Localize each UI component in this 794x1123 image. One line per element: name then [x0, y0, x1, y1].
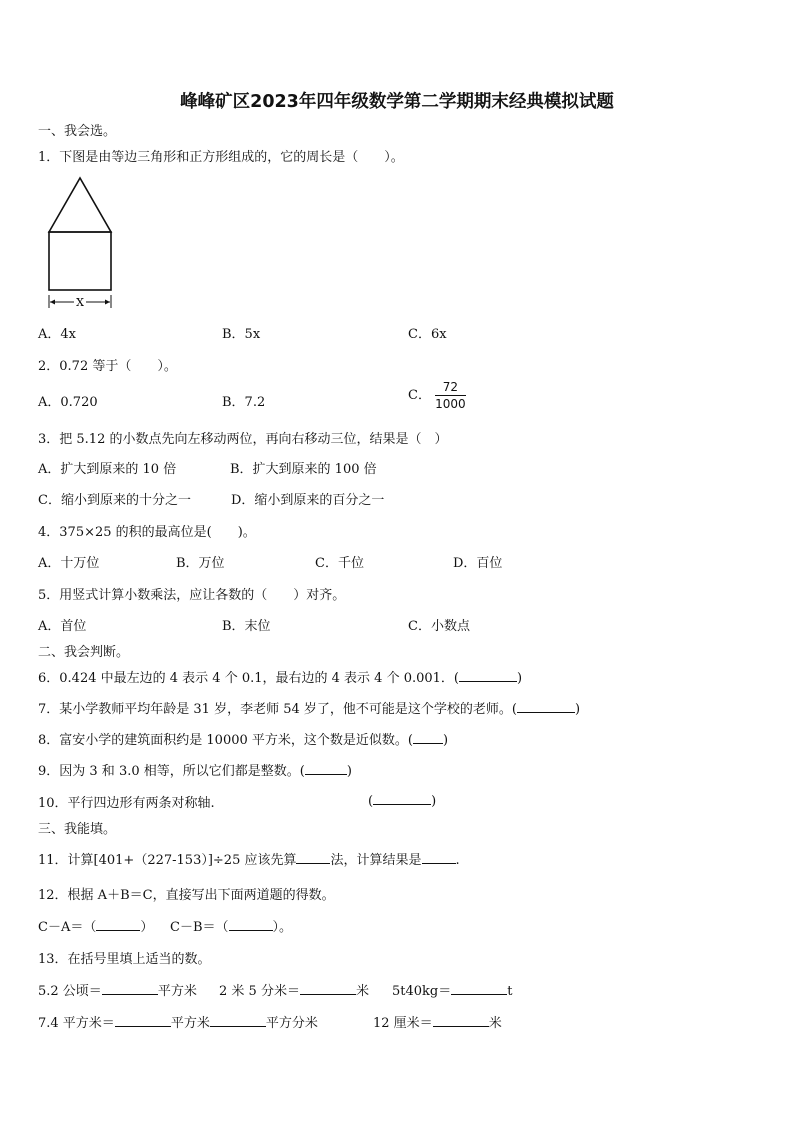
q9-paren-close: )	[346, 764, 352, 779]
question-12: 12．根据 A＋B＝C，直接写出下面两道题的得数。	[38, 888, 335, 903]
dimension-label: X	[76, 296, 84, 309]
q13-item-5-text: 12 厘米＝	[373, 1016, 433, 1031]
q13-item-2-text: 2 米 5 分米＝	[219, 984, 300, 999]
q5-option-b[interactable]: B．末位	[222, 619, 271, 634]
q3-option-d[interactable]: D．缩小到原来的百分之一	[231, 493, 385, 508]
q13-blank-4a[interactable]	[115, 1014, 171, 1027]
q10-answer-blank[interactable]	[373, 792, 431, 805]
q4-option-d[interactable]: D．百位	[453, 556, 503, 571]
question-1: 1．下图是由等边三角形和正方形组成的，它的周长是（ ）。	[38, 150, 404, 165]
q4-option-c[interactable]: C．千位	[315, 556, 364, 571]
q10-answer	[368, 792, 436, 809]
question-2: 2．0.72 等于（ ）。	[38, 359, 177, 374]
q13-item-1-unit: 平方米	[157, 984, 197, 999]
question-8	[38, 729, 448, 748]
q11-text-b: 法，计算结果是	[330, 853, 422, 868]
q11-blank-result[interactable]	[422, 851, 456, 864]
question-11	[38, 849, 460, 868]
q8-paren-close: )	[442, 733, 449, 748]
question-9	[38, 760, 352, 779]
section-1-heading: 一、我会选。	[38, 124, 117, 139]
question-10: 10．平行四边形有两条对称轴.	[38, 796, 215, 811]
q7-paren-close: )	[574, 702, 581, 717]
q13-item-3-unit: t	[507, 984, 513, 999]
page-title: 峰峰矿区2023年四年级数学第二学期期末经典模拟试题	[180, 92, 614, 112]
question-4: 4．375×25 的积的最高位是( )。	[38, 525, 256, 540]
q4-option-b[interactable]: B．万位	[176, 556, 225, 571]
q7-text: 7．某小学教师平均年龄是 31 岁，李老师 54 岁了，他不可能是这个学校的老师。(	[38, 702, 517, 717]
q11-text-a: 11．计算[401+（227-153）]÷25 应该先算	[38, 853, 297, 868]
fraction-numerator: 72	[435, 380, 466, 396]
triangle-shape	[49, 178, 111, 232]
q5-option-c[interactable]: C．小数点	[408, 619, 470, 634]
q10-paren-open: (	[368, 794, 374, 809]
q11-text-c: .	[455, 853, 460, 868]
section-3-heading: 三、我能填。	[38, 822, 117, 837]
q7-answer-blank[interactable]	[517, 700, 575, 713]
question-5: 5．用竖式计算小数乘法，应让各数的（ ）对齐。	[38, 588, 346, 603]
q12-line-b	[170, 916, 292, 935]
q13-item-4	[38, 1012, 318, 1031]
q13-item-4-unit-2: 平方分米	[265, 1016, 318, 1031]
question-13: 13．在括号里填上适当的数。	[38, 952, 211, 967]
q13-item-3	[392, 980, 512, 999]
arrow-left-icon	[50, 300, 55, 305]
q3-option-a[interactable]: A．扩大到原来的 10 倍	[38, 462, 177, 477]
q3-option-c[interactable]: C．缩小到原来的十分之一	[38, 493, 191, 508]
q12-line-b-end: ）。	[272, 920, 293, 935]
q8-answer-blank[interactable]	[413, 731, 443, 744]
q13-item-1	[38, 980, 197, 999]
q2-option-c-label: C．	[408, 388, 431, 403]
house-figure	[40, 172, 122, 312]
q12-line-b-text: C－B＝（	[170, 920, 229, 935]
q13-blank-3[interactable]	[451, 982, 507, 995]
q13-item-2	[219, 980, 369, 999]
question-3: 3．把 5.12 的小数点先向左移动两位，再向右移动三位，结果是（ ）	[38, 432, 448, 447]
arrow-right-icon	[105, 300, 110, 305]
q13-item-4-unit-1: 平方米	[170, 1016, 210, 1031]
q13-blank-5[interactable]	[433, 1014, 489, 1027]
q1-option-c[interactable]: C．6x	[408, 327, 447, 342]
q13-item-3-text: 5t40kg＝	[392, 984, 452, 999]
q10-paren-close: )	[431, 794, 437, 809]
square-shape	[49, 232, 111, 290]
q4-option-a[interactable]: A．十万位	[38, 556, 100, 571]
q12-blank-a[interactable]	[96, 918, 140, 931]
q13-item-4-text: 7.4 平方米＝	[38, 1016, 115, 1031]
fraction	[435, 380, 466, 411]
q13-blank-1[interactable]	[102, 982, 158, 995]
q13-item-5-unit: 米	[488, 1016, 502, 1031]
q5-option-a[interactable]: A．首位	[38, 619, 87, 634]
q9-answer-blank[interactable]	[305, 762, 347, 775]
q1-option-a[interactable]: A．4x	[38, 327, 76, 342]
q6-answer-blank[interactable]	[459, 669, 517, 682]
fraction-denominator: 1000	[435, 397, 466, 411]
q1-option-b[interactable]: B．5x	[222, 327, 261, 342]
q12-line-a	[38, 916, 153, 935]
section-2-heading: 二、我会判断。	[38, 645, 130, 660]
q2-option-c[interactable]	[408, 380, 466, 411]
q12-line-a-text: C－A＝（	[38, 920, 97, 935]
question-7	[38, 698, 580, 717]
q12-blank-b[interactable]	[229, 918, 273, 931]
q13-item-1-text: 5.2 公顷＝	[38, 984, 102, 999]
q13-blank-2[interactable]	[300, 982, 356, 995]
q2-option-a[interactable]: A．0.720	[38, 395, 98, 410]
q3-option-b[interactable]: B．扩大到原来的 100 倍	[230, 462, 377, 477]
q13-item-2-unit: 米	[355, 984, 369, 999]
question-6	[38, 667, 522, 686]
q8-text: 8．富安小学的建筑面积约是 10000 平方米，这个数是近似数。(	[38, 733, 413, 748]
q11-blank-operation[interactable]	[296, 851, 330, 864]
q12-line-a-end: ）	[140, 920, 154, 935]
q13-item-5	[373, 1012, 502, 1031]
q13-blank-4b[interactable]	[210, 1014, 266, 1027]
q9-text: 9．因为 3 和 3.0 相等，所以它们都是整数。(	[38, 764, 305, 779]
q2-option-b[interactable]: B．7.2	[222, 395, 266, 410]
q6-text: 6．0.424 中最左边的 4 表示 4 个 0.1，最右边的 4 表示 4 个 0.001．(	[38, 671, 459, 686]
q6-paren-close: )	[517, 671, 523, 686]
